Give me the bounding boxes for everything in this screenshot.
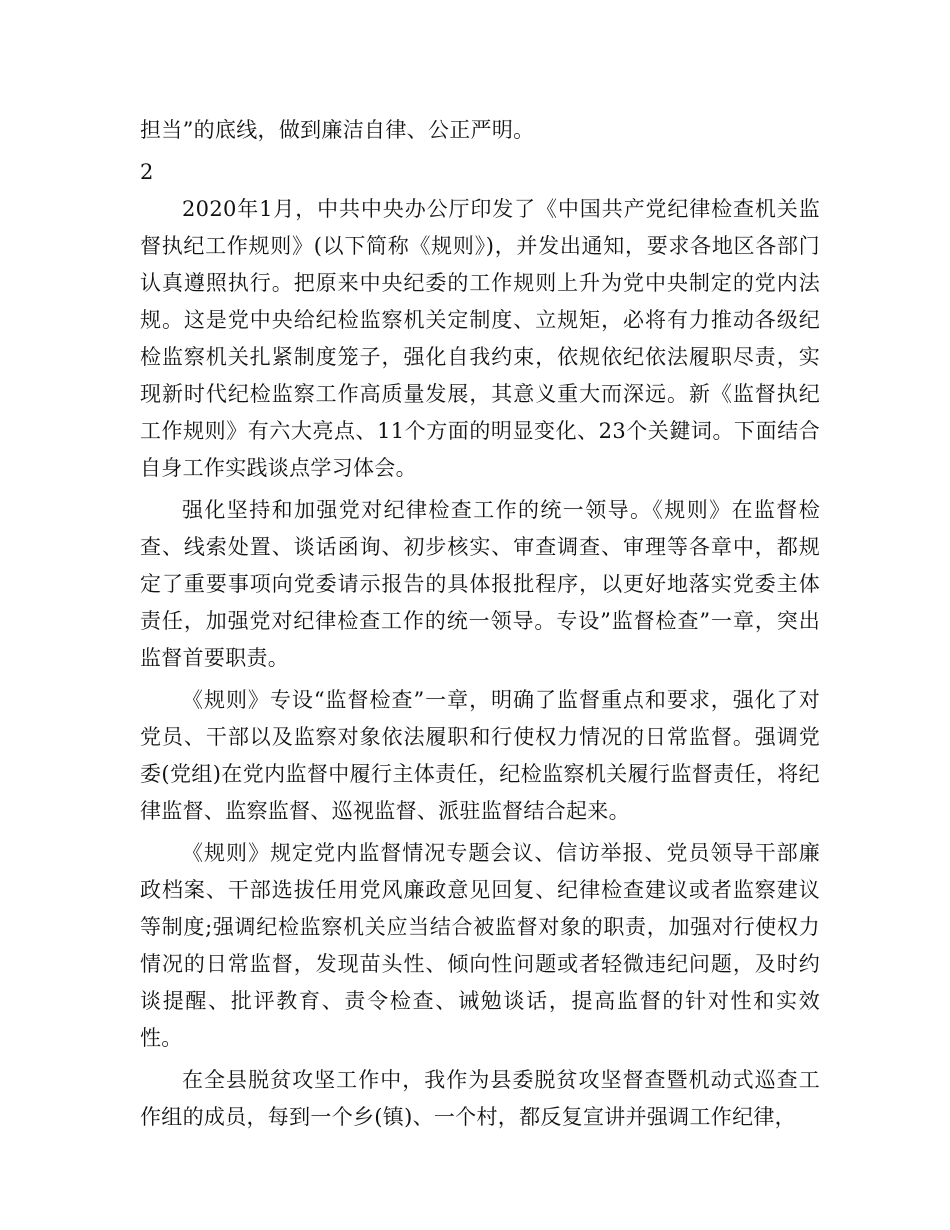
paragraph-leadership: 强化坚持和加强党对纪律检查工作的统一领导。《规则》在监督检查、线索处置、谈话函询、初步核实、审查调查、审理等各章中，都规定了重要事项向党委请示报告的具体报批程序，以更好地落实党委主体责任，加强党对纪律检查工作的统一领导。专设”监督检查”一章，突出监督首要职责。 [140, 498, 820, 670]
paragraph-systems: 《规则》规定党内监督情况专题会议、信访举报、党员领导干部廉政档案、干部选拔任用党风廉政意见回复、纪律检查建议或者监察建议等制度;强调纪检监察机关应当结合被监督对象的职责，加强对行使权力情况的日常监督，发现苗头性、倾向性问题或者轻微违纪问题，及时约谈提醒、批评教育、责令检查、诫勉谈话，提高监督的针对性和实效性。 [140, 841, 820, 1050]
paragraph-continuation: 担当”的底线，做到廉洁自律、公正严明。 [140, 118, 535, 142]
paragraph-supervision: 《规则》专设“监督检查”一章，明确了监督重点和要求，强化了对党员、干部以及监察对象依法履职和行使权力情况的日常监督。强调党委(党组)在党内监督中履行主体责任，纪检监察机关履行监督责任，将纪律监督、监察监督、巡视监督、派驻监督结合起来。 [140, 688, 820, 823]
document-body [140, 112, 820, 1141]
paragraph-practice: 在全县脱贫攻坚工作中，我作为县委脱贫攻坚督查暨机动式巡查工作组的成员，每到一个乡(镇)、一个村，都反复宣讲并强调工作纪律， [140, 1068, 820, 1129]
page-number: 2 [140, 160, 154, 184]
paragraph-intro: 2020年1月，中共中央办公厅印发了《中国共产党纪律检查机关监督执纪工作规则》(以下简称《规则》)，并发出通知，要求各地区各部门认真遵照执行。把原来中央纪委的工作规则上升为党中央制定的党内法规。这是党中央给纪检监察机关定制度、立规矩，必将有力推动各级纪检监察机关扎紧制度笼子，强化自我约束，依规依纪依法履职尽责，实现新时代纪检监察工作高质量发展，其意义重大而深远。新《监督执纪工作规则》有六大亮点、11个方面的明显变化、23个关鍵词。下面结合自身工作实践谈点学习体会。 [140, 197, 820, 480]
